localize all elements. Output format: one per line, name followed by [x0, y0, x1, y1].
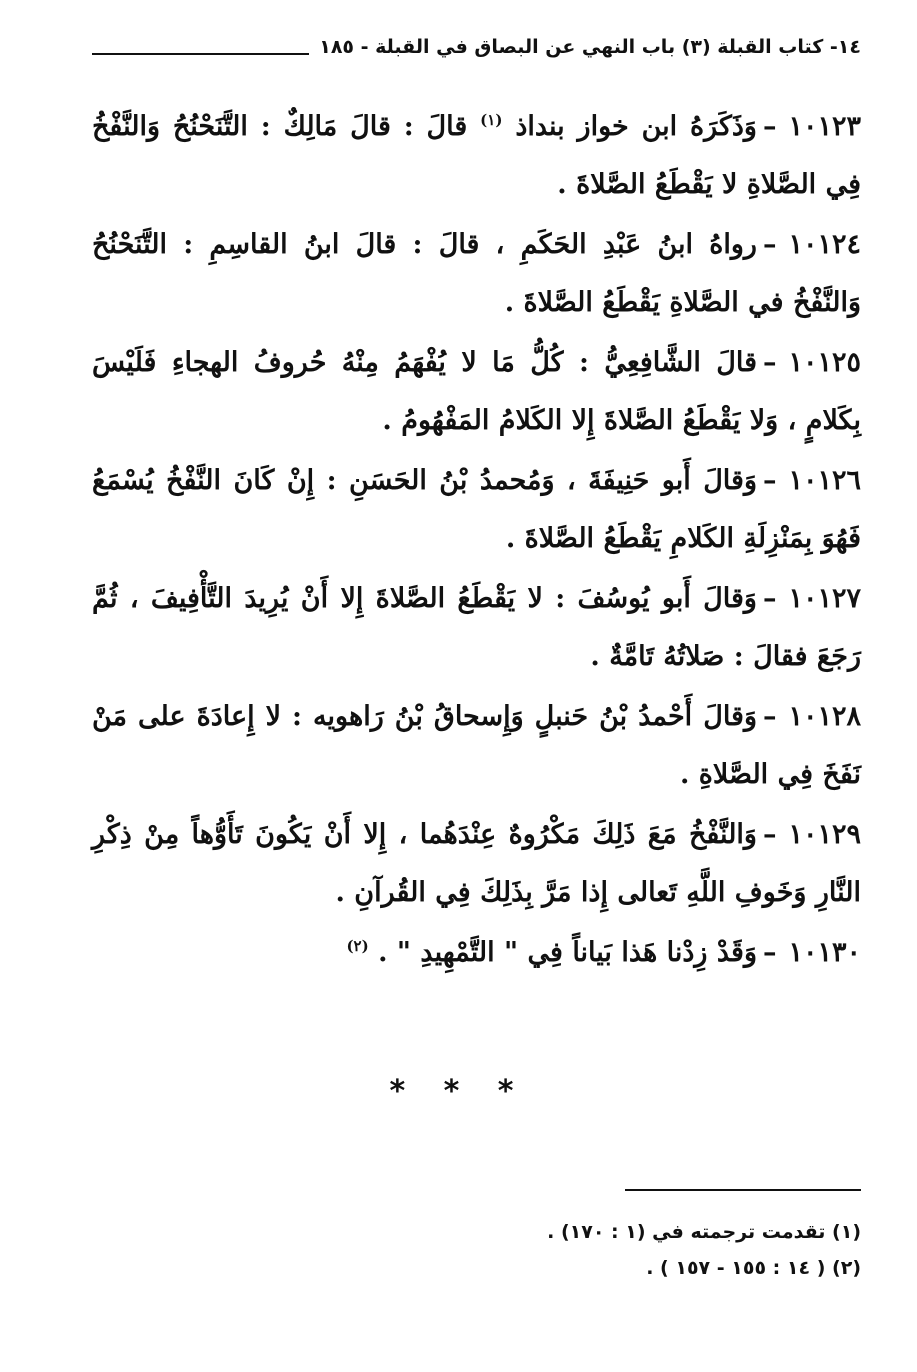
footnotes	[92, 1214, 861, 1286]
paragraph-text-rest: قالَ : قالَ مَالِكٌ : التَّنَحْنُحُ وَالنَّفْخُ فِي الصَّلاةِ لا يَقْطَعُ الصَّلاةَ .	[92, 111, 861, 200]
paragraph-10130	[92, 924, 861, 982]
dash: –	[762, 701, 777, 732]
dash: –	[762, 937, 777, 968]
running-header	[92, 30, 861, 64]
dash: –	[762, 465, 777, 496]
paragraph-10129	[92, 806, 861, 922]
dash: –	[762, 111, 777, 142]
footnote-rule	[625, 1189, 861, 1191]
paragraph-text: وَالنَّفْخُ مَعَ ذَلِكَ مَكْرُوهٌ عِنْدَهُما ، إِلا أَنْ يَكُونَ تَأَوُّهاً مِنْ ذِكْرِ النَّارِ وَخَوفِ اللَّهِ تَعالى إِذا مَرَّ بِذَلِكَ فِي القُرآنِ .	[92, 819, 861, 908]
footnote-1: (١) تقدمت ترجمته في (١ : ١٧٠) .	[547, 1221, 861, 1243]
paragraph-10123	[92, 98, 861, 214]
paragraph-text: وَقالَ أَبو حَنِيفَةَ ، وَمُحمدُ بْنُ الحَسَنِ : إِنْ كَانَ النَّفْخُ يُسْمَعُ فَهُوَ بِمَنْزِلَةِ الكَلامِ يَقْطَعُ الصَّلاةَ .	[92, 465, 861, 554]
paragraph-number: ١٠١٢٣	[788, 111, 861, 142]
dash: –	[762, 583, 777, 614]
footnote-2: (٢) ( ١٤ : ١٥٥ - ١٥٧ ) .	[646, 1257, 861, 1279]
paragraph-number: ١٠١٢٨	[788, 701, 861, 732]
footnote-ref[interactable]: (١)	[480, 111, 503, 129]
paragraph-number: ١٠١٢٧	[788, 583, 861, 614]
paragraph-10125	[92, 334, 861, 450]
footnote-ref[interactable]: (٢)	[346, 937, 369, 955]
paragraph-10127	[92, 570, 861, 686]
paragraph-number: ١٠١٢٥	[788, 347, 861, 378]
paragraph-text: وَقالَ أَبو يُوسُفَ : لا يَقْطَعُ الصَّلاةَ إِلا أَنْ يُرِيدَ التَّأْفِيفَ ، ثُمَّ رَجَعَ فقالَ : صَلاتُهُ تَامَّةٌ .	[92, 583, 861, 672]
paragraph-number: ١٠١٢٩	[788, 819, 861, 850]
main-text	[92, 98, 861, 984]
section-separator: * * *	[389, 1074, 528, 1109]
dash: –	[762, 347, 777, 378]
paragraph-text: وَذَكَرَهُ ابن خواز بنداذ	[515, 111, 757, 142]
paragraph-text: وَقَدْ زِدْنا هَذا بَياناً فِي " التَّمْهِيدِ " .	[378, 937, 757, 968]
header-rule	[92, 53, 309, 55]
paragraph-number: ١٠١٢٦	[788, 465, 861, 496]
dash: –	[762, 229, 777, 260]
paragraph-text: قالَ الشَّافِعِيُّ : كُلُّ مَا لا يُفْهَمُ مِنْهُ حُروفُ الهجاءِ فَلَيْسَ بِكَلامٍ ، وَلا يَقْطَعُ الصَّلاةَ إِلا الكَلامُ المَفْهُومُ .	[92, 347, 861, 436]
paragraph-number: ١٠١٣٠	[788, 937, 861, 968]
paragraph-10126	[92, 452, 861, 568]
header-title: ١٤- كتاب القبلة (٣) باب النهي عن البصاق في القبلة - ١٨٥	[319, 36, 861, 58]
dash: –	[762, 819, 777, 850]
paragraph-text: رواهُ ابنُ عَبْدِ الحَكَمِ ، قالَ : قالَ ابنُ القاسِمِ : التَّنَحْنُحُ وَالنَّفْخُ في الصَّلاةِ يَقْطَعُ الصَّلاةَ .	[92, 229, 861, 318]
paragraph-number: ١٠١٢٤	[788, 229, 861, 260]
paragraph-10124	[92, 216, 861, 332]
paragraph-text: وَقالَ أَحْمدُ بْنُ حَنبلٍ وَإِسحاقُ بْنُ رَاهويه : لا إِعادَةَ على مَنْ نَفَخَ فِي الصَّلاةِ .	[92, 701, 861, 790]
paragraph-10128	[92, 688, 861, 804]
